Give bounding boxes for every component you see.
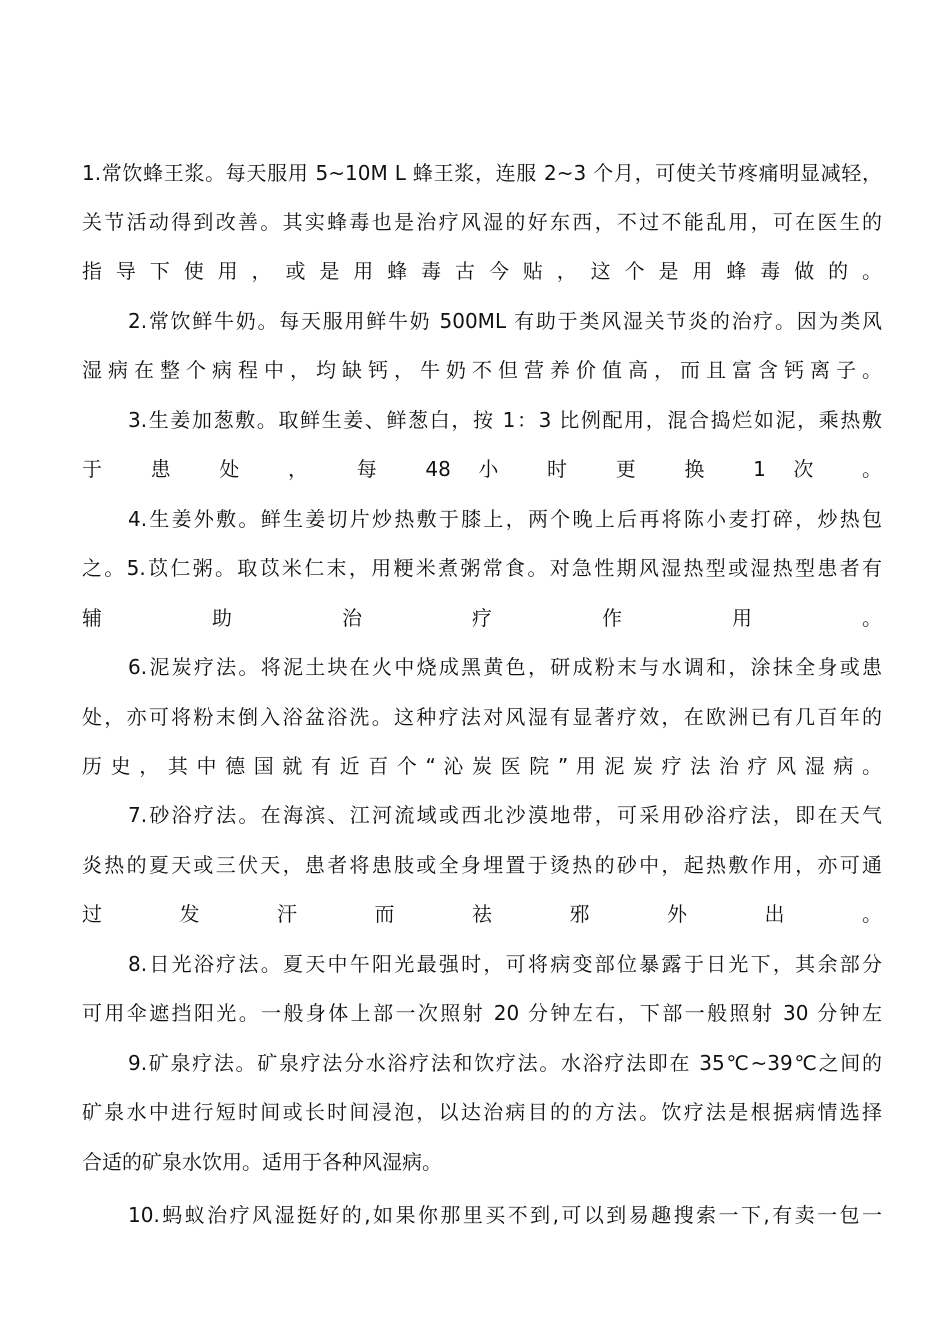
text-line: 4.生姜外敷。鲜生姜切片炒热敷于膝上，两个晚上后再将陈小麦打碎，炒热包 bbox=[128, 507, 882, 531]
text-line: 3.生姜加葱敷。取鲜生姜、鲜葱白，按 1：3 比例配用，混合捣烂如泥，乘热敷 bbox=[128, 408, 882, 432]
text-line: 之。5.苡仁粥。取苡米仁末，用粳米煮粥常食。对急性期风湿热型或湿热型患者有 bbox=[82, 556, 882, 580]
text-line: 2.常饮鲜牛奶。每天服用鲜牛奶 500ML 有助于类风湿关节炎的治疗。因为类风 bbox=[128, 309, 882, 333]
text-line: 9.矿泉疗法。矿泉疗法分水浴疗法和饮疗法。水浴疗法即在 35℃~39℃之间的 bbox=[128, 1051, 882, 1075]
text-line: 处，亦可将粉末倒入浴盆浴洗。这种疗法对风湿有显著疗效，在欧洲已有几百年的 bbox=[82, 705, 882, 729]
text-line: 炎热的夏天或三伏天，患者将患肢或全身埋置于烫热的砂中，起热敷作用，亦可通 bbox=[82, 853, 882, 877]
text-line: 关节活动得到改善。其实蜂毒也是治疗风湿的好东西，不过不能乱用，可在医生的 bbox=[82, 210, 882, 234]
text-line: 指 导 下 使 用 ， 或 是 用 蜂 毒 古 今 贴 ， 这 个 是 用 蜂 毒 做 的 。 bbox=[82, 259, 882, 283]
text-line: 过 发 汗 而 祛 邪 外 出 。 bbox=[82, 902, 882, 926]
text-line: 矿泉水中进行短时间或长时间浸泡，以达治病目的的方法。饮疗法是根据病情选择 bbox=[82, 1100, 882, 1124]
text-line: 可用伞遮挡阳光。一般身体上部一次照射 20 分钟左右，下部一般照射 30 分钟左 bbox=[82, 1001, 882, 1025]
text-line: 6.泥炭疗法。将泥土块在火中烧成黑黄色，研成粉末与水调和，涂抹全身或患 bbox=[128, 655, 882, 679]
text-line: 8.日光浴疗法。夏天中午阳光最强时，可将病变部位暴露于日光下，其余部分 bbox=[128, 952, 882, 976]
text-line: 湿病在整个病程中，均缺钙，牛奶不但营养价值高，而且富含钙离子。 bbox=[82, 358, 882, 382]
text-line: 辅 助 治 疗 作 用 。 bbox=[82, 606, 882, 630]
text-line: 合适的矿泉水饮用。适用于各种风湿病。 bbox=[82, 1150, 442, 1174]
text-line: 历 史 ， 其 中 德 国 就 有 近 百 个 “ 沁 炭 医 院 ” 用 泥 炭 疗 法 治 疗 风 湿 病 。 bbox=[82, 754, 882, 778]
text-line: 1.常饮蜂王浆。每天服用 5~10M L 蜂王浆，连服 2~3 个月，可使关节疼痛明显减轻， bbox=[82, 161, 882, 185]
text-line: 10.蚂蚁治疗风湿挺好的,如果你那里买不到,可以到易趣搜索一下,有卖一包一 bbox=[128, 1203, 882, 1227]
text-line: 7.砂浴疗法。在海滨、江河流域或西北沙漠地带，可采用砂浴疗法，即在天气 bbox=[128, 803, 882, 827]
text-line: 于 患 处 ， 每 48 小 时 更 换 1 次 。 bbox=[82, 457, 882, 481]
